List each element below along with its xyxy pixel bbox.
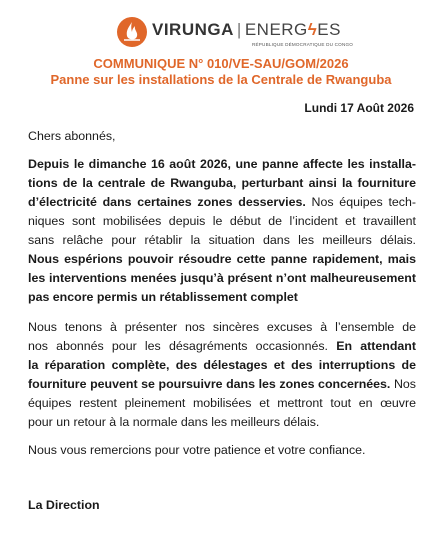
p1-line: pas encore permis un rétablissement complet xyxy=(28,290,298,304)
brand-virunga: VIRUNGA xyxy=(152,20,234,39)
p2-line: Nous tenons à présenter nos sincères excuses à l’ensemble de xyxy=(28,320,416,334)
p1-line: les interventions menées jusqu’à présent n’ont malheureusement xyxy=(28,271,416,285)
p2-line: fourniture peuvent se poursuivre dans les zones concernées. Nos xyxy=(28,377,416,391)
brand-subtitle: RÉPUBLIQUE DÉMOCRATIQUE DU CONGO xyxy=(252,42,354,47)
greeting: Chers abonnés, xyxy=(28,129,116,143)
paragraph-1 xyxy=(28,155,416,307)
communique-subject: Panne sur les installations de la Centrale de Rwanguba xyxy=(50,72,392,87)
communique-date: Lundi 17 Août 2026 xyxy=(304,101,414,115)
p2-line: pour un retour à la normale dans les meilleurs délais. xyxy=(28,415,320,429)
p1-line: Depuis le dimanche 16 août 2026, une panne affecte les installa- xyxy=(28,157,416,171)
p1-line: Nous espérions pouvoir résoudre cette panne rapidement, mais xyxy=(28,252,416,266)
p1-line: d’électricité dans certaines zones desservies. Nos équipes tech- xyxy=(28,195,416,209)
communique-number: COMMUNIQUE N° 010/VE-SAU/GOM/2026 xyxy=(93,56,349,71)
virunga-flame-logo-icon xyxy=(116,16,148,48)
brand-energies: ENERGϟES xyxy=(244,20,341,39)
brand-name: VIRUNGA | ENERGϟES xyxy=(152,20,341,39)
closing-line: Nous vous remercions pour votre patience et votre confiance. xyxy=(28,443,366,457)
p2-line: la réparation complète, des délestages et des interruptions de xyxy=(28,358,416,372)
p1-line: sans relâche pour rétablir la situation dans les meilleurs délais. xyxy=(28,233,416,247)
letterhead xyxy=(0,12,442,52)
p2-line: nos abonnés pour les désagréments occasionnés. En attendant xyxy=(28,339,416,353)
p1-line: niques sont mobilisées depuis le début de l’incident et travaillent xyxy=(28,214,416,228)
paragraph-2 xyxy=(28,318,416,432)
p1-line: tions de la centrale de Rwanguba, perturbant ainsi la fourniture xyxy=(28,176,416,190)
signature: La Direction xyxy=(28,498,100,512)
lightning-bolt-icon: ϟ xyxy=(307,20,318,39)
p2-line: équipes restent pleinement mobilisées et mettront tout en œuvre xyxy=(28,396,416,410)
